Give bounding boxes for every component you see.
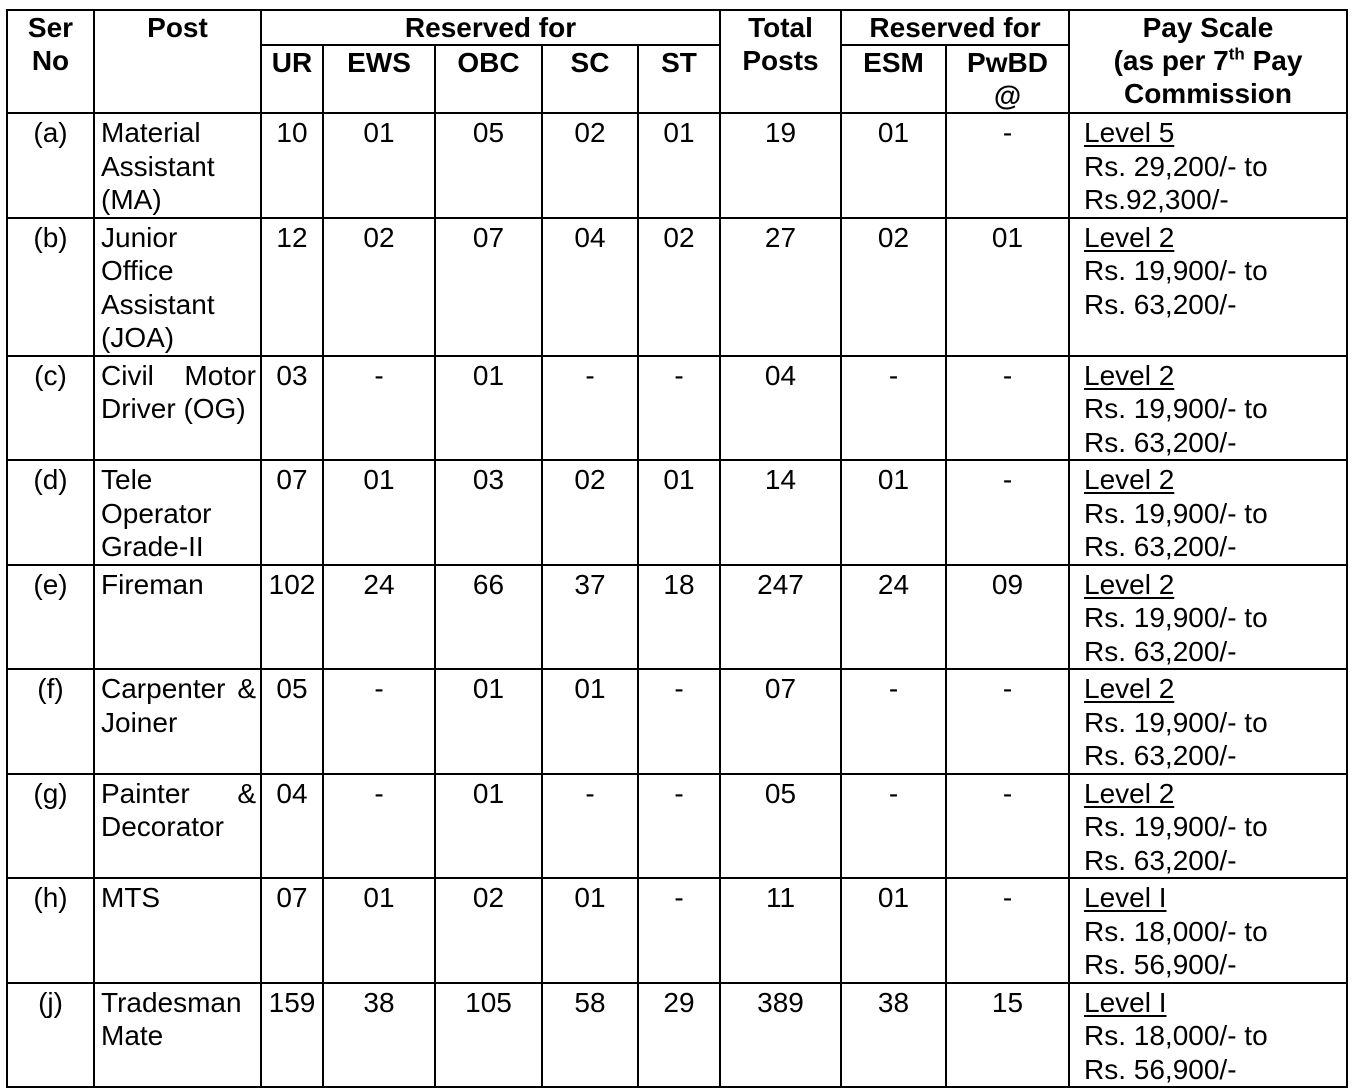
post-name-cell: Carpenter & Joiner [94,669,261,774]
pay-from: Rs. 29,200/- to [1084,150,1268,182]
table-row [7,565,1347,670]
pwbd-cell: 15 [946,983,1069,1088]
total-posts-cell: 247 [720,565,841,670]
total-posts-cell: 389 [720,983,841,1088]
pay-scale-cell [1069,460,1347,565]
sc-cell: 02 [542,460,638,565]
pay-from: Rs. 19,900/- to [1084,255,1268,286]
pay-level: Level 5 [1084,117,1175,148]
vacancy-table [6,9,1348,1088]
obc-cell: 66 [435,565,542,670]
pay-to: Rs. 63,200/- [1084,288,1237,320]
ur-cell: 159 [261,983,323,1088]
pay-level: Level 2 [1084,221,1175,253]
table-row [7,878,1347,983]
pay-from: Rs. 19,900/- to [1084,811,1268,842]
pwbd-cell: - [946,460,1069,565]
header-reserved-for-special: Reserved for [841,10,1069,45]
esm-cell: 01 [841,113,946,218]
ur-cell: 03 [261,356,323,461]
ews-cell: 02 [323,218,435,356]
post-name-cell: Painter & Decorator [94,774,261,879]
sc-cell: 37 [542,565,638,670]
header-sc: SC [542,45,638,113]
header-post: Post [94,10,261,113]
ser-no-cell: (f) [7,669,94,774]
obc-cell: 02 [435,878,542,983]
ews-cell: 38 [323,983,435,1088]
esm-cell: - [841,774,946,879]
pay-level: Level 2 [1084,673,1175,704]
ser-no-cell: (e) [7,565,94,670]
total-posts-cell: 04 [720,356,841,461]
obc-cell: 01 [435,356,542,461]
post-name-cell: Material Assistant (MA) [94,113,261,218]
pay-level: Level I [1084,986,1167,1018]
table-row [7,218,1347,356]
pay-scale-cell [1069,356,1347,461]
total-posts-cell: 05 [720,774,841,879]
pay-scale-cell [1069,218,1347,356]
pay-level: Level 2 [1084,568,1175,600]
pay-scale-cell [1069,113,1347,218]
post-name-cell: Tele Operator Grade-II [94,460,261,565]
sc-cell: 58 [542,983,638,1088]
total-posts-cell: 14 [720,460,841,565]
sc-cell: 02 [542,113,638,218]
sc-cell: - [542,774,638,879]
pwbd-cell: - [946,113,1069,218]
pwbd-cell: 01 [946,218,1069,356]
ews-cell: - [323,669,435,774]
esm-cell: 24 [841,565,946,670]
ews-cell: - [323,356,435,461]
table-row [7,669,1347,774]
ser-no-cell: (b) [7,218,94,356]
obc-cell: 07 [435,218,542,356]
st-cell: 02 [638,218,720,356]
pay-to: Rs. 56,900/- [1084,949,1237,980]
post-name-cell: Civil Motor Driver (OG) [94,356,261,461]
pay-level: Level 2 [1084,359,1175,391]
pay-to: Rs. 63,200/- [1084,740,1237,771]
esm-cell: 01 [841,460,946,565]
pay-to: Rs. 56,900/- [1084,1053,1237,1085]
post-name-cell: Fireman [94,565,261,670]
pay-from: Rs. 19,900/- to [1084,602,1268,633]
ur-cell: 102 [261,565,323,670]
table-row [7,460,1347,565]
ser-no-cell: (g) [7,774,94,879]
st-cell: 29 [638,983,720,1088]
st-cell: 01 [638,460,720,565]
pay-from: Rs. 19,900/- to [1084,497,1268,529]
pwbd-cell: 09 [946,565,1069,670]
ser-no-cell: (a) [7,113,94,218]
pay-scale-cell [1069,669,1347,774]
sc-cell: 01 [542,669,638,774]
obc-cell: 01 [435,669,542,774]
ur-cell: 04 [261,774,323,879]
header-obc: OBC [435,45,542,113]
table-row [7,983,1347,1088]
pwbd-cell: - [946,878,1069,983]
pwbd-cell: - [946,356,1069,461]
total-posts-cell: 07 [720,669,841,774]
table-row [7,113,1347,218]
pay-from: Rs. 18,000/- to [1084,915,1268,947]
obc-cell: 05 [435,113,542,218]
esm-cell: - [841,356,946,461]
total-posts-cell: 27 [720,218,841,356]
st-cell: - [638,774,720,879]
esm-cell: 02 [841,218,946,356]
pay-scale-cell [1069,878,1347,983]
total-posts-cell: 19 [720,113,841,218]
header-ser-no: Ser No [7,10,94,113]
sc-cell: 04 [542,218,638,356]
st-cell: 01 [638,113,720,218]
ur-cell: 07 [261,460,323,565]
pay-level: Level 2 [1084,777,1175,809]
pwbd-cell: - [946,669,1069,774]
ur-cell: 05 [261,669,323,774]
pay-from: Rs. 19,900/- to [1084,706,1268,738]
esm-cell: 38 [841,983,946,1088]
header-ur: UR [261,45,323,113]
st-cell: - [638,669,720,774]
pay-to: Rs. 63,200/- [1084,635,1237,667]
esm-cell: - [841,669,946,774]
pay-level: Level 2 [1084,464,1175,495]
post-name-cell: Junior Office Assistant (JOA) [94,218,261,356]
header-esm: ESM [841,45,946,113]
pwbd-cell: - [946,774,1069,879]
header-st: ST [638,45,720,113]
obc-cell: 01 [435,774,542,879]
ews-cell: 24 [323,565,435,670]
post-name-cell: MTS [94,878,261,983]
pay-scale-cell [1069,983,1347,1088]
st-cell: - [638,356,720,461]
ur-cell: 07 [261,878,323,983]
pay-from: Rs. 18,000/- to [1084,1020,1268,1051]
pay-scale-cell [1069,565,1347,670]
table-row [7,774,1347,879]
st-cell: 18 [638,565,720,670]
esm-cell: 01 [841,878,946,983]
pay-scale-cell [1069,774,1347,879]
ews-cell: 01 [323,460,435,565]
pay-level: Level I [1084,882,1167,913]
st-cell: - [638,878,720,983]
pay-to: Rs. 63,200/- [1084,844,1237,876]
ews-cell: 01 [323,878,435,983]
header-total-posts: Total Posts [720,10,841,113]
pay-from: Rs. 19,900/- to [1084,393,1268,424]
sc-cell: - [542,356,638,461]
total-posts-cell: 11 [720,878,841,983]
ur-cell: 12 [261,218,323,356]
header-pwbd: PwBD @ [946,45,1069,113]
ews-cell: 01 [323,113,435,218]
header-reserved-for-category: Reserved for [261,10,720,45]
obc-cell: 105 [435,983,542,1088]
ur-cell: 10 [261,113,323,218]
ser-no-cell: (h) [7,878,94,983]
ser-no-cell: (d) [7,460,94,565]
pay-to: Rs. 63,200/- [1084,531,1237,562]
sc-cell: 01 [542,878,638,983]
table-row [7,356,1347,461]
header-pay-scale: Pay Scale (as per 7th Pay Commission [1069,10,1347,113]
pay-to: Rs. 63,200/- [1084,426,1237,458]
obc-cell: 03 [435,460,542,565]
post-name-cell: Tradesman Mate [94,983,261,1088]
ews-cell: - [323,774,435,879]
pay-to: Rs.92,300/- [1084,184,1229,215]
ser-no-cell: (j) [7,983,94,1088]
header-ews: EWS [323,45,435,113]
ser-no-cell: (c) [7,356,94,461]
